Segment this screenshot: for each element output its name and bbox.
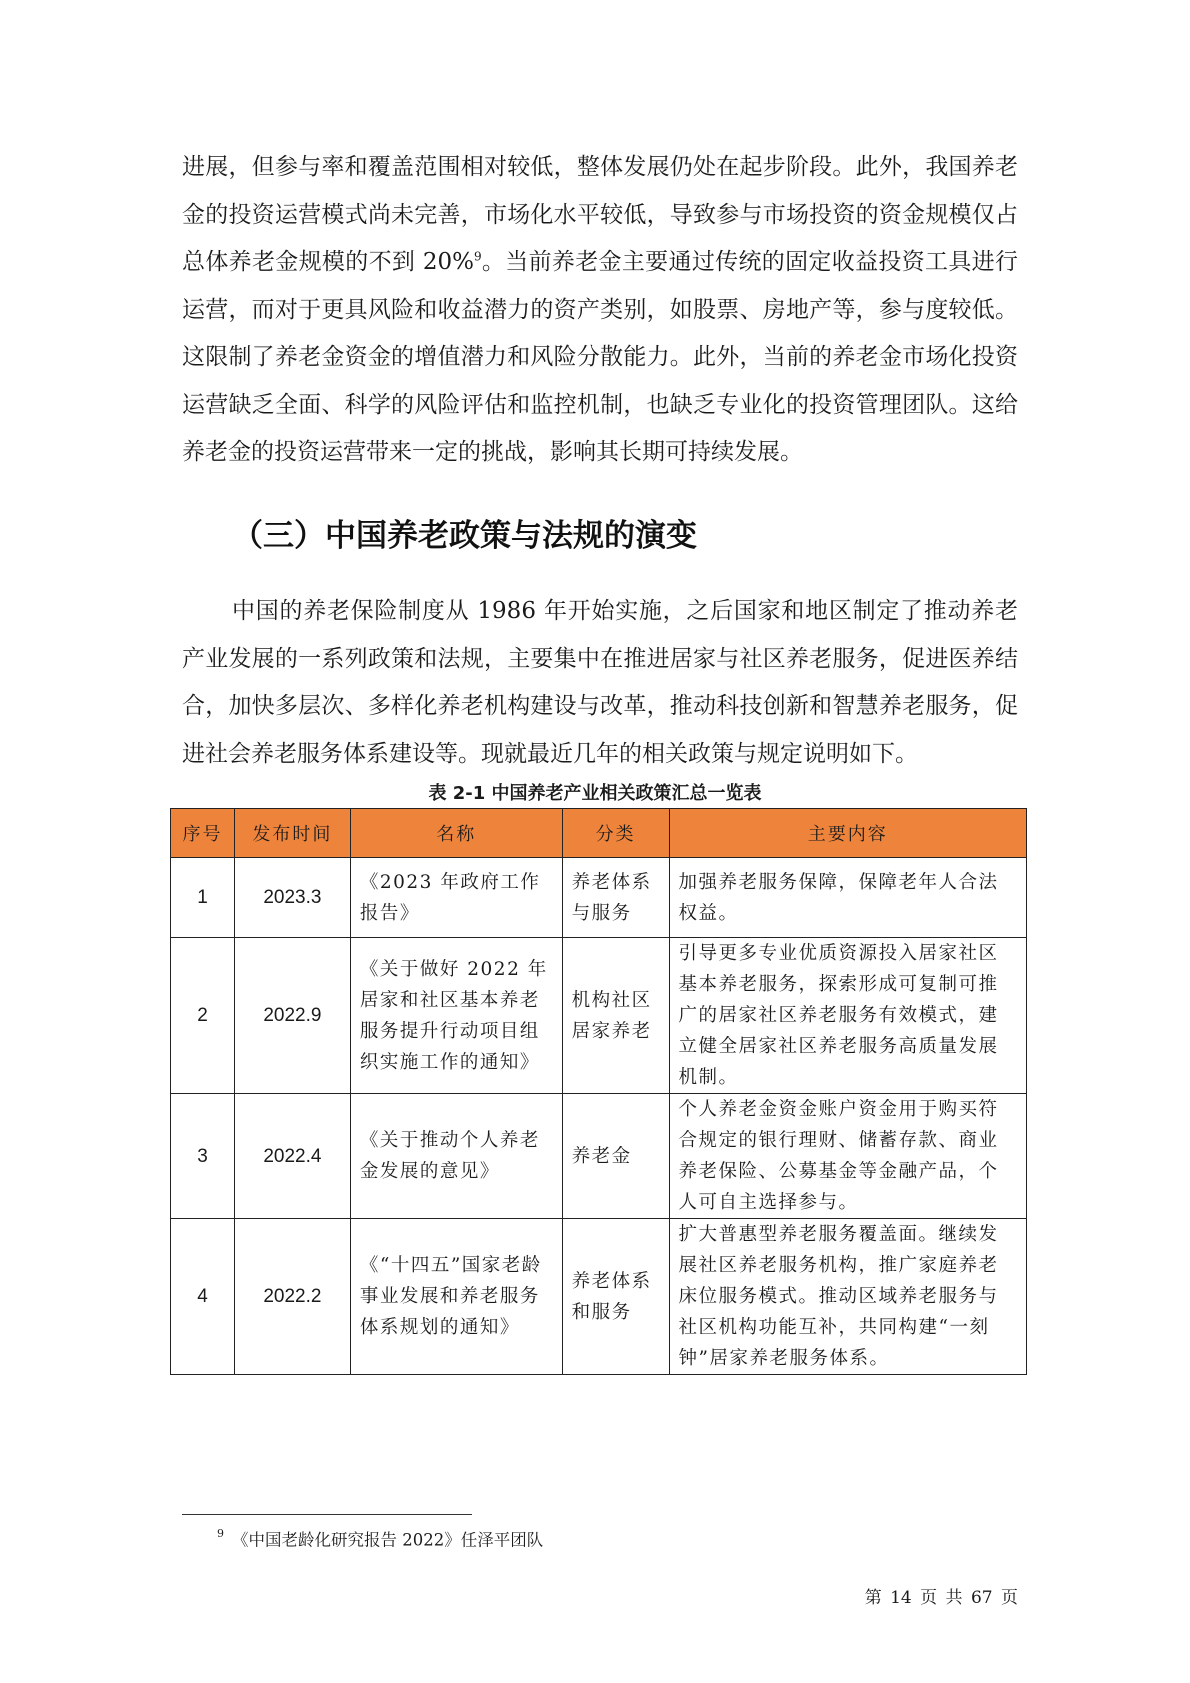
header-date: 发布时间 xyxy=(234,809,350,858)
cell-date: 2022.2 xyxy=(234,1219,350,1375)
table-row xyxy=(171,1094,1027,1219)
table-caption: 表 2-1 中国养老产业相关政策汇总一览表 xyxy=(428,783,762,804)
cell-content: 个人养老金资金账户资金用于购买符合规定的银行理财、储蓄存款、商业养老保险、公募基金等金融产品，个人可自主选择参与。 xyxy=(669,1094,1027,1219)
cell-name: 《2023 年政府工作报告》 xyxy=(350,858,562,938)
cell-name: 《关于推动个人养老金发展的意见》 xyxy=(350,1094,562,1219)
table-row xyxy=(171,858,1027,938)
cell-content: 引导更多专业优质资源投入居家社区基本养老服务，探索形成可复制可推广的居家社区养老服务有效模式，建立健全居家社区养老服务高质量发展机制。 xyxy=(669,938,1027,1094)
footnote-text: 《中国老龄化研究报告 2022》任泽平团队 xyxy=(232,1530,544,1550)
cell-date: 2022.9 xyxy=(234,938,350,1094)
table-row xyxy=(171,1219,1027,1375)
table-row xyxy=(171,938,1027,1094)
footnote-reference[interactable]: 9 xyxy=(473,249,482,264)
page-number: 第 14 页 共 67 页 xyxy=(864,1588,1018,1608)
cell-type: 养老体系和服务 xyxy=(562,1219,669,1375)
footnote-number: 9 xyxy=(217,1527,224,1540)
paragraph-text: 。当前养老金主要通过传统的固定收益投资工具进行运营，而对于更具风险和收益潜力的资产类别，如股票、房地产等，参与度较低。这限制了养老金资金的增值潜力和风险分散能力。此外，当前的养老金市场化投资运营缺乏全面、科学的风险评估和监控机制，也缺乏专业化的投资管理团队。这给养老金的投资运营带来一定的挑战，影响其长期可持续发展。 xyxy=(182,249,1018,465)
cell-index: 2 xyxy=(171,938,235,1094)
body-paragraph-policy-intro: 中国的养老保险制度从 1986 年开始实施，之后国家和地区制定了推动养老产业发展的一系列政策和法规，主要集中在推进居家与社区养老服务，促进医养结合，加快多层次、多样化养老机构建设与改革，推动科技创新和智慧养老服务，促进社会养老服务体系建设等。现就最近几年的相关政策与规定说明如下。 xyxy=(182,598,1018,767)
body-paragraph-pension-investment xyxy=(182,144,1018,477)
footnote xyxy=(217,1524,543,1553)
cell-content: 扩大普惠型养老服务覆盖面。继续发展社区养老服务机构，推广家庭养老床位服务模式。推动区域养老服务与社区机构功能互补，共同构建“一刻钟”居家养老服务体系。 xyxy=(669,1219,1027,1375)
paragraph-text: 进展，但参与率和覆盖范围相对较低，整体发展仍处在起步阶段。此外，我国养老金的投资运营模式尚未完善，市场化水平较低，导致参与市场投资的资金规模仅占总体养老金规模的不到 20% xyxy=(182,154,1018,275)
header-type: 分类 xyxy=(562,809,669,858)
cell-index: 4 xyxy=(171,1219,235,1375)
cell-name: 《关于做好 2022 年居家和社区基本养老服务提升行动项目组织实施工作的通知》 xyxy=(350,938,562,1094)
header-index: 序号 xyxy=(171,809,235,858)
cell-date: 2023.3 xyxy=(234,858,350,938)
section-heading: （三）中国养老政策与法规的演变 xyxy=(232,518,697,554)
cell-type: 机构社区居家养老 xyxy=(562,938,669,1094)
cell-type: 养老金 xyxy=(562,1094,669,1219)
cell-index: 3 xyxy=(171,1094,235,1219)
cell-date: 2022.4 xyxy=(234,1094,350,1219)
footnote-separator xyxy=(182,1514,472,1515)
cell-content: 加强养老服务保障，保障老年人合法权益。 xyxy=(669,858,1027,938)
cell-type: 养老体系与服务 xyxy=(562,858,669,938)
header-content: 主要内容 xyxy=(669,809,1027,858)
policy-table xyxy=(170,808,1027,1375)
cell-name: 《“十四五”国家老龄事业发展和养老服务体系规划的通知》 xyxy=(350,1219,562,1375)
cell-index: 1 xyxy=(171,858,235,938)
header-name: 名称 xyxy=(350,809,562,858)
table-header-row xyxy=(171,809,1027,858)
